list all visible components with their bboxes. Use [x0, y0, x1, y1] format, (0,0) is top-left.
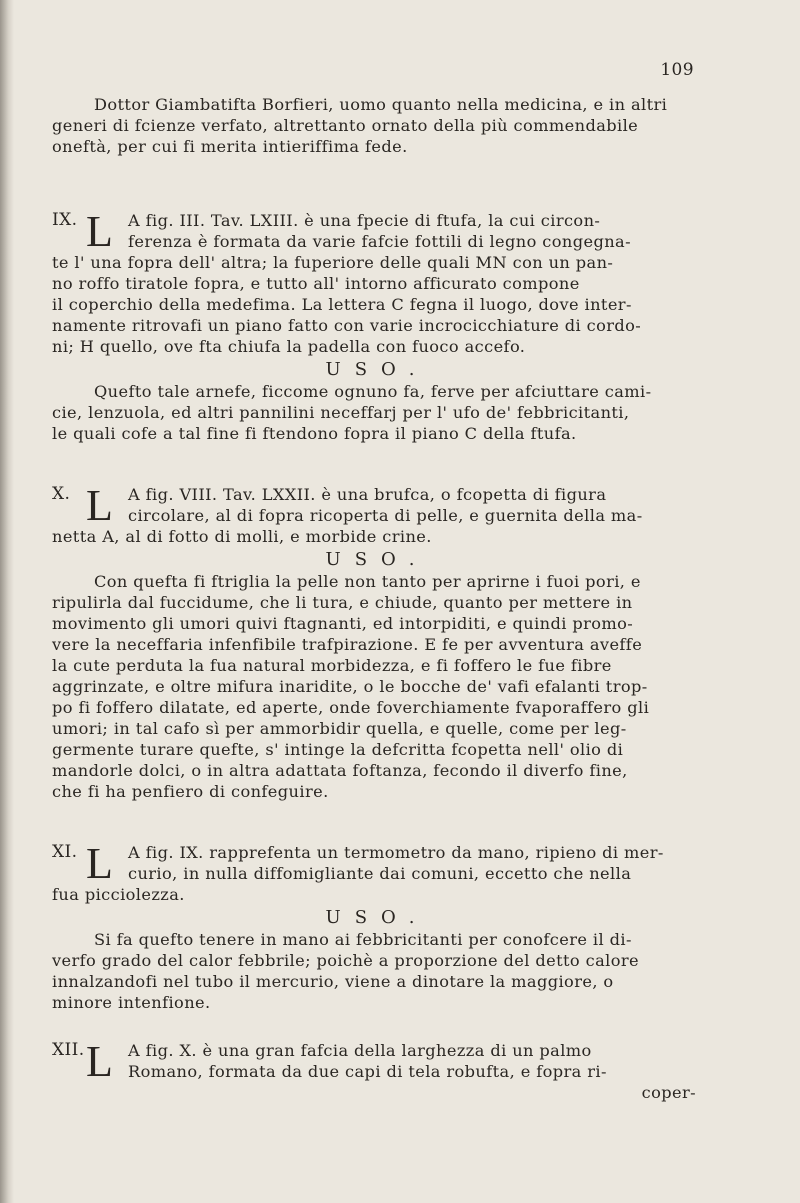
text-line: A fig. X. è una gran fafcia della larghezza di un palmo [128, 1041, 592, 1060]
drop-cap: L [86, 481, 114, 530]
text-line: ripulirla dal fuccidume, che li tura, e chiude, quanto per mettere in [52, 593, 633, 612]
section-number: X. [52, 484, 71, 504]
text-line: vere la neceffaria infenfibile trafpirazione. E fe per avventura aveffe [52, 635, 643, 654]
text-line: umori; in tal cafo sì per ammorbidir quella, e quelle, come per leg- [52, 719, 627, 738]
section-xii [52, 1037, 702, 1103]
text-line: generi di fcienze verfato, altrettanto ornato della più commendabile [52, 116, 639, 135]
drop-cap: L [86, 207, 114, 256]
section-number: IX. [52, 210, 78, 230]
text-line: mandorle dolci, o in altra adattata foftanza, fecondo il diverfo fine, [52, 761, 628, 780]
text-line: curio, in nulla diffomigliante dai comuni, eccetto che nella [128, 864, 632, 883]
text-line: no roffo tiratole fopra, e tutto all' intorno afficurato compone [52, 274, 580, 293]
text-line: innalzandofi nel tubo il mercurio, viene a dinotare la maggiore, o [52, 972, 614, 991]
text-line: movimento gli umori quivi ftagnanti, ed intorpiditi, e quindi promo- [52, 614, 634, 633]
uso-heading: USO. [325, 359, 429, 380]
text-line: aggrinzate, e oltre mifura inaridite, o le bocche de' vafi efalanti trop- [52, 677, 648, 696]
uso-heading: USO. [325, 549, 429, 570]
section-xi [52, 839, 702, 1013]
text-line: A fig. III. Tav. LXIII. è una fpecie di ftufa, la cui circon- [128, 211, 601, 230]
drop-cap: L [86, 839, 114, 888]
text-line: Dottor Giambatifta Borfieri, uomo quanto nella medicina, e in altri [94, 95, 668, 114]
text-line: A fig. VIII. Tav. LXXII. è una brufca, o fcopetta di figura [128, 485, 607, 504]
text-line: minore intenfione. [52, 993, 211, 1012]
section-heading [52, 481, 702, 530]
text-line: netta A, al di fotto di molli, e morbide crine. [52, 527, 432, 546]
section-heading [52, 839, 702, 888]
intro-paragraph [52, 94, 702, 157]
text-line: Quefto tale arnefe, ficcome ognuno fa, ferve per afciuttare cami- [94, 382, 652, 401]
text-line: te l' una fopra dell' altra; la fuperiore delle quali MN con un pan- [52, 253, 614, 272]
text-line: Si fa quefto tenere in mano ai febbricitanti per conofcere il di- [94, 930, 632, 949]
section-ix [52, 207, 702, 444]
section-x [52, 481, 702, 802]
text-line: ni; H quello, ove fta chiufa la padella con fuoco accefo. [52, 337, 526, 356]
drop-cap: L [86, 1037, 114, 1086]
text-line: germente turare quefte, s' intinge la defcritta fcopetta nell' olio di [52, 740, 624, 759]
text-line: A fig. IX. rapprefenta un termometro da mano, ripieno di mer- [128, 843, 664, 862]
text-line: cie, lenzuola, ed altri pannilini neceffarj per l' ufo de' febbricitanti, [52, 403, 630, 422]
text-line: la cute perduta la fua natural morbidezza, e fi foffero le fue fibre [52, 656, 612, 675]
text-line: che fi ha penfiero di confeguire. [52, 782, 329, 801]
text-line: le quali cofe a tal fine fi ftendono fopra il piano C della ftufa. [52, 424, 577, 443]
section-number: XI. [52, 842, 78, 862]
uso-heading: USO. [325, 907, 429, 928]
section-number: XII. [52, 1040, 85, 1060]
section-heading [52, 1037, 702, 1086]
page-edge [0, 0, 14, 1203]
text-line: verfo grado del calor febbrile; poichè a proporzione del detto calore [52, 951, 639, 970]
catchword: coper- [641, 1083, 696, 1102]
text-line: po fi foffero dilatate, ed aperte, onde foverchiamente fvaporaffero gli [52, 698, 650, 717]
text-line: Con quefta fi ftriglia la pelle non tanto per aprirne i fuoi pori, e [94, 572, 641, 591]
text-line: il coperchio della medefima. La lettera C fegna il luogo, dove inter- [52, 295, 632, 314]
text-line: oneftà, per cui fi merita intieriffima fede. [52, 137, 408, 156]
text-line: namente ritrovafi un piano fatto con varie incrocicchiature di cordo- [52, 316, 642, 335]
page-number: 109 [660, 60, 694, 80]
section-heading [52, 207, 702, 256]
text-line: circolare, al di fopra ricoperta di pelle, e guernita della ma- [128, 506, 643, 525]
text-line: Romano, formata da due capi di tela robufta, e fopra ri- [128, 1062, 607, 1081]
text-line: fua picciolezza. [52, 885, 185, 904]
text-line: ferenza è formata da varie fafcie fottili di legno congegna- [128, 232, 631, 251]
